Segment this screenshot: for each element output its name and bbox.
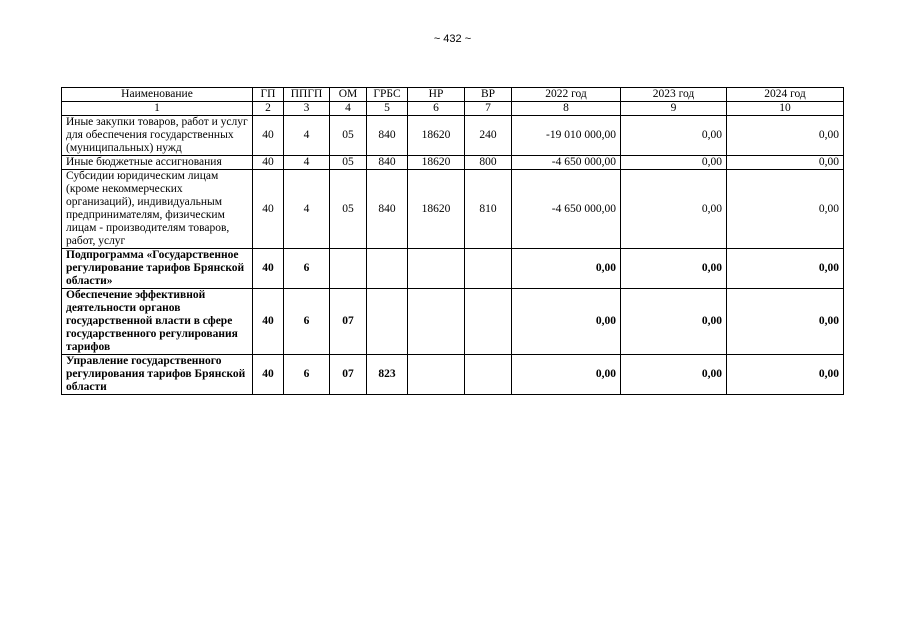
cell-ppgp: 6 [284, 355, 330, 395]
table-row [62, 156, 844, 170]
cell-2024: 0,00 [727, 170, 844, 249]
cell-ppgp: 6 [284, 289, 330, 355]
cell-2023: 0,00 [621, 170, 727, 249]
row-name: Управление государственного регулирования тарифов Брянской области [62, 355, 253, 395]
cell-gp: 40 [253, 156, 284, 170]
cell-nr: 18620 [408, 156, 465, 170]
cell-om [330, 249, 367, 289]
cell-grbs: 823 [367, 355, 408, 395]
column-number-row [62, 102, 844, 116]
column-header: Наименование [62, 88, 253, 102]
cell-gp: 40 [253, 289, 284, 355]
cell-2022: 0,00 [512, 249, 621, 289]
cell-nr: 18620 [408, 116, 465, 156]
column-header: ГП [253, 88, 284, 102]
cell-gp: 40 [253, 116, 284, 156]
column-number: 4 [330, 102, 367, 116]
column-number: 8 [512, 102, 621, 116]
column-header: 2022 год [512, 88, 621, 102]
cell-nr [408, 289, 465, 355]
column-number: 3 [284, 102, 330, 116]
column-number: 2 [253, 102, 284, 116]
row-name: Подпрограмма «Государственное регулирование тарифов Брянской области» [62, 249, 253, 289]
cell-gp: 40 [253, 249, 284, 289]
cell-2022: -4 650 000,00 [512, 156, 621, 170]
column-number: 1 [62, 102, 253, 116]
cell-2024: 0,00 [727, 355, 844, 395]
column-header: 2023 год [621, 88, 727, 102]
table-row [62, 170, 844, 249]
cell-om: 07 [330, 289, 367, 355]
cell-vr: 810 [465, 170, 512, 249]
cell-ppgp: 4 [284, 156, 330, 170]
cell-nr: 18620 [408, 170, 465, 249]
cell-2023: 0,00 [621, 249, 727, 289]
cell-ppgp: 4 [284, 170, 330, 249]
cell-nr [408, 249, 465, 289]
cell-vr: 240 [465, 116, 512, 156]
column-number: 10 [727, 102, 844, 116]
column-header: НР [408, 88, 465, 102]
cell-2022: -4 650 000,00 [512, 170, 621, 249]
cell-grbs [367, 289, 408, 355]
cell-grbs [367, 249, 408, 289]
cell-gp: 40 [253, 355, 284, 395]
budget-table [61, 87, 844, 395]
cell-om: 05 [330, 170, 367, 249]
cell-om: 05 [330, 116, 367, 156]
column-number: 6 [408, 102, 465, 116]
row-name: Иные закупки товаров, работ и услуг для обеспечения государственных (муниципальных) нужд [62, 116, 253, 156]
table-row [62, 249, 844, 289]
header-row [62, 88, 844, 102]
cell-2022: -19 010 000,00 [512, 116, 621, 156]
cell-om: 07 [330, 355, 367, 395]
cell-nr [408, 355, 465, 395]
cell-ppgp: 4 [284, 116, 330, 156]
cell-ppgp: 6 [284, 249, 330, 289]
column-number: 5 [367, 102, 408, 116]
cell-grbs: 840 [367, 156, 408, 170]
cell-vr [465, 249, 512, 289]
column-number: 9 [621, 102, 727, 116]
column-header: 2024 год [727, 88, 844, 102]
row-name: Субсидии юридическим лицам (кроме некоммерческих организаций), индивидуальным предпринимателям, физическим лицам - производителям товаров, работ, услуг [62, 170, 253, 249]
table-row [62, 289, 844, 355]
cell-2023: 0,00 [621, 355, 727, 395]
column-header: ППГП [284, 88, 330, 102]
column-header: ГРБС [367, 88, 408, 102]
column-number: 7 [465, 102, 512, 116]
column-header: ОМ [330, 88, 367, 102]
cell-2024: 0,00 [727, 156, 844, 170]
column-header: ВР [465, 88, 512, 102]
cell-vr [465, 355, 512, 395]
cell-vr: 800 [465, 156, 512, 170]
cell-grbs: 840 [367, 170, 408, 249]
cell-om: 05 [330, 156, 367, 170]
cell-2022: 0,00 [512, 355, 621, 395]
cell-2024: 0,00 [727, 249, 844, 289]
cell-2023: 0,00 [621, 289, 727, 355]
page-number: ~ 432 ~ [433, 33, 472, 45]
row-name: Иные бюджетные ассигнования [62, 156, 253, 170]
table-row [62, 355, 844, 395]
cell-vr [465, 289, 512, 355]
cell-grbs: 840 [367, 116, 408, 156]
cell-2023: 0,00 [621, 156, 727, 170]
cell-2024: 0,00 [727, 289, 844, 355]
cell-2023: 0,00 [621, 116, 727, 156]
row-name: Обеспечение эффективной деятельности органов государственной власти в сфере государственного регулирования тарифов [62, 289, 253, 355]
cell-gp: 40 [253, 170, 284, 249]
cell-2022: 0,00 [512, 289, 621, 355]
table-row [62, 116, 844, 156]
cell-2024: 0,00 [727, 116, 844, 156]
